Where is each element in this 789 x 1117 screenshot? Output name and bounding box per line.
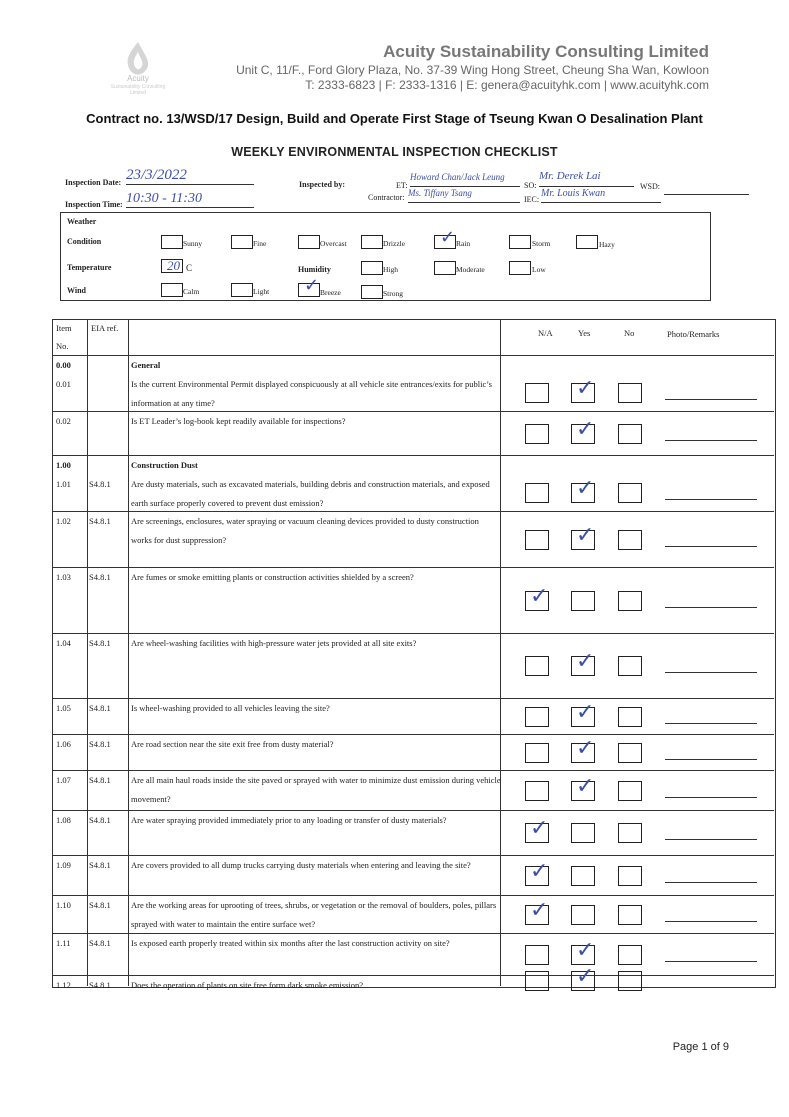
answer-na-checkbox[interactable] xyxy=(525,781,549,801)
answer-yes-checkbox[interactable] xyxy=(571,938,595,965)
question-text: Is exposed earth properly treated within six months after the last construction activity on site? xyxy=(131,938,450,948)
remarks-line[interactable] xyxy=(665,399,757,400)
item-number: 1.09 xyxy=(56,860,71,870)
section-title: Construction Dust xyxy=(131,460,198,470)
so-value: Mr. Derek Lai xyxy=(539,170,634,187)
remarks-line[interactable] xyxy=(665,440,757,441)
answer-yes-checkbox[interactable] xyxy=(571,700,595,727)
eia-reference: S4.8.1 xyxy=(89,638,111,648)
contract-line: Contract no. 13/WSD/17 Design, Build and Operate First Stage of Tseung Kwan O Desalination Plant xyxy=(86,111,703,126)
condition-hazy-label: Hazy xyxy=(599,240,615,249)
eia-reference: S4.8.1 xyxy=(89,739,111,749)
answer-yes-checkbox[interactable] xyxy=(571,823,595,843)
answer-no-checkbox[interactable] xyxy=(618,707,642,727)
section-title: General xyxy=(131,360,161,370)
humidity-moderate-checkbox[interactable] xyxy=(434,261,456,275)
wsd-value-line xyxy=(664,193,749,195)
eia-reference: S4.8.1 xyxy=(89,860,111,870)
item-number: 1.04 xyxy=(56,638,71,648)
company-contacts: T: 2333-6823 | F: 2333-1316 | E: genera@acuityhk.com | www.acuityhk.com xyxy=(305,78,709,92)
answer-na-checkbox[interactable] xyxy=(525,816,549,843)
condition-rain-checkbox[interactable] xyxy=(434,227,456,249)
item-number: 0.01 xyxy=(56,379,71,389)
question-text: Are the working areas for uprooting of trees, shrubs, or vegetation or the removal of boulders, poles, pillars sprayed with water to maintain the entire surface wet? xyxy=(131,900,497,929)
answer-na-checkbox[interactable] xyxy=(525,945,549,965)
time-label: Inspection Time: xyxy=(65,200,123,209)
humidity-label: Humidity xyxy=(298,265,331,274)
so-label: SO: xyxy=(524,181,537,190)
column-divider xyxy=(87,320,88,986)
contractor-value: Ms. Tiffany Tsang xyxy=(408,188,520,203)
item-number: 1.06 xyxy=(56,739,71,749)
remarks-line[interactable] xyxy=(665,672,757,673)
tick-icon: ✓ xyxy=(576,523,595,548)
answer-no-checkbox[interactable] xyxy=(618,945,642,965)
tick-icon: ✓ xyxy=(576,774,595,799)
question-text: Does the operation of plants on site free form dark smoke emission? xyxy=(131,980,364,990)
question-text: Are road section near the site exit free from dusty material? xyxy=(131,739,334,749)
answer-yes-checkbox[interactable] xyxy=(571,774,595,801)
weather-box xyxy=(60,212,711,301)
remarks-line[interactable] xyxy=(665,921,757,922)
question-text: Is wheel-washing provided to all vehicles leaving the site? xyxy=(131,703,330,713)
temperature-label: Temperature xyxy=(67,263,112,272)
tick-icon: ✓ xyxy=(576,417,595,442)
answer-yes-checkbox[interactable] xyxy=(571,866,595,886)
humidity-moderate-label: Moderate xyxy=(456,265,485,274)
wind-breeze-label: Breeze xyxy=(320,288,341,297)
tick-icon: ✓ xyxy=(576,649,595,674)
condition-label: Condition xyxy=(67,237,102,246)
tick-icon: ✓ xyxy=(530,816,549,841)
question-text: Are screenings, enclosures, water spraying or vacuum cleaning devices provided to dusty construction works for dust suppression? xyxy=(131,516,479,545)
answer-no-checkbox[interactable] xyxy=(618,591,642,611)
answer-na-checkbox[interactable] xyxy=(525,971,549,991)
answer-no-checkbox[interactable] xyxy=(618,483,642,503)
tick-icon: ✓ xyxy=(576,736,595,761)
answer-yes-checkbox[interactable] xyxy=(571,591,595,611)
wind-calm-label: Calm xyxy=(183,287,200,296)
eia-reference: S4.8.1 xyxy=(89,479,111,489)
column-divider xyxy=(128,320,129,986)
iec-label: IEC: xyxy=(524,195,540,204)
wind-light-checkbox[interactable] xyxy=(231,283,253,297)
answer-no-checkbox[interactable] xyxy=(618,971,642,991)
answer-no-checkbox[interactable] xyxy=(618,905,642,925)
header-no-answer: No xyxy=(624,328,635,338)
condition-fine-label: Fine xyxy=(253,239,267,248)
answer-yes-checkbox[interactable] xyxy=(571,376,595,403)
eia-reference: S4.8.1 xyxy=(89,516,111,526)
item-number: 1.05 xyxy=(56,703,71,713)
remarks-line[interactable] xyxy=(665,546,757,547)
inspected-by-label: Inspected by: xyxy=(299,180,346,189)
tick-icon: ✓ xyxy=(530,584,549,609)
item-number: 1.02 xyxy=(56,516,71,526)
condition-drizzle-label: Drizzle xyxy=(383,239,406,248)
company-address: Unit C, 11/F., Ford Glory Plaza, No. 37-39 Wing Hong Street, Cheung Sha Wan, Kowloon xyxy=(236,63,709,77)
date-value: 23/3/2022 xyxy=(126,167,254,185)
condition-sunny-checkbox[interactable] xyxy=(161,235,183,249)
item-number: 1.07 xyxy=(56,775,71,785)
tick-icon: ✓ xyxy=(530,898,549,923)
condition-rain-tick-icon: ✓ xyxy=(440,227,456,248)
page-number: Page 1 of 9 xyxy=(672,1041,729,1053)
header-na: N/A xyxy=(538,328,553,338)
answer-no-checkbox[interactable] xyxy=(618,530,642,550)
question-text: Are covers provided to all dump trucks carrying dusty materials when entering and leaving the site? xyxy=(131,860,471,870)
wind-strong-checkbox[interactable] xyxy=(361,285,383,299)
wsd-label: WSD: xyxy=(640,182,660,191)
condition-storm-label: Storm xyxy=(532,239,551,248)
humidity-low-label: Low xyxy=(532,265,546,274)
answer-na-checkbox[interactable] xyxy=(525,383,549,403)
answer-yes-checkbox[interactable] xyxy=(571,905,595,925)
question-text: Are all main haul roads inside the site paved or sprayed with water to minimize dust emission during vehicle movement? xyxy=(131,775,501,804)
answer-na-checkbox[interactable] xyxy=(525,743,549,763)
iec-value: Mr. Louis Kwan xyxy=(541,188,661,203)
remarks-line[interactable] xyxy=(665,961,757,962)
item-number: 0.00 xyxy=(56,360,71,370)
remarks-line[interactable] xyxy=(665,882,757,883)
answer-no-checkbox[interactable] xyxy=(618,383,642,403)
checklist-table xyxy=(52,319,776,988)
tick-icon: ✓ xyxy=(576,700,595,725)
contractor-label: Contractor: xyxy=(368,193,405,202)
item-number: 1.00 xyxy=(56,460,71,470)
temperature-field[interactable] xyxy=(161,259,183,273)
tick-icon: ✓ xyxy=(576,964,595,989)
condition-sunny-label: Sunny xyxy=(183,239,203,248)
answer-no-checkbox[interactable] xyxy=(618,424,642,444)
answer-yes-checkbox[interactable] xyxy=(571,476,595,503)
wind-breeze-checkbox[interactable] xyxy=(298,275,320,297)
company-name: Acuity Sustainability Consulting Limited xyxy=(383,42,709,61)
condition-rain-label: Rain xyxy=(456,239,471,248)
eia-reference: S4.8.1 xyxy=(89,775,111,785)
tick-icon: ✓ xyxy=(530,859,549,884)
temperature-value: 20 xyxy=(167,258,180,273)
item-number: 1.03 xyxy=(56,572,71,582)
item-number: 1.12 xyxy=(56,980,71,990)
answer-yes-checkbox[interactable] xyxy=(571,964,595,991)
company-address-block xyxy=(236,63,709,93)
question-text: Are water spraying provided immediately prior to any loading or transfer of dusty materials? xyxy=(131,815,447,825)
remarks-line[interactable] xyxy=(665,723,757,724)
remarks-line[interactable] xyxy=(665,987,757,988)
remarks-line[interactable] xyxy=(665,839,757,840)
answer-na-checkbox[interactable] xyxy=(525,707,549,727)
wind-label: Wind xyxy=(67,286,86,295)
time-value: 10:30 - 11:30 xyxy=(126,191,254,208)
answer-no-checkbox[interactable] xyxy=(618,743,642,763)
question-text: Are dusty materials, such as excavated materials, building debris and construction materials, and exposed earth surface properly covered to prevent dust emission? xyxy=(131,479,490,508)
header-item: Item xyxy=(56,323,72,333)
condition-hazy-checkbox[interactable] xyxy=(576,235,598,249)
remarks-line[interactable] xyxy=(665,759,757,760)
logo-subtext: Sustainability Consulting Limited xyxy=(110,84,166,96)
et-value: Howard Chan/Jack Leung xyxy=(410,172,520,187)
answer-yes-checkbox[interactable] xyxy=(571,649,595,676)
question-text: Is ET Leader’s log-book kept readily available for inspections? xyxy=(131,416,346,426)
header-eia-ref: EIA ref. xyxy=(91,323,119,333)
humidity-high-checkbox[interactable] xyxy=(361,261,383,275)
answer-na-checkbox[interactable] xyxy=(525,898,549,925)
eia-reference: S4.8.1 xyxy=(89,815,111,825)
answer-yes-checkbox[interactable] xyxy=(571,736,595,763)
remarks-line[interactable] xyxy=(665,499,757,500)
page-title: WEEKLY ENVIRONMENTAL INSPECTION CHECKLIST xyxy=(231,145,558,159)
eia-reference: S4.8.1 xyxy=(89,980,111,990)
humidity-low-checkbox[interactable] xyxy=(509,261,531,275)
answer-no-checkbox[interactable] xyxy=(618,823,642,843)
header-yes: Yes xyxy=(578,328,591,338)
condition-overcast-label: Overcast xyxy=(320,239,347,248)
wind-light-label: Light xyxy=(253,287,270,296)
temperature-unit: C xyxy=(186,263,193,273)
answer-yes-checkbox[interactable] xyxy=(571,417,595,444)
et-label: ET: xyxy=(396,181,408,190)
tick-icon: ✓ xyxy=(576,938,595,963)
item-number: 0.02 xyxy=(56,416,71,426)
condition-overcast-checkbox[interactable] xyxy=(298,235,320,249)
item-number: 1.08 xyxy=(56,815,71,825)
logo-text: Acuity xyxy=(127,74,149,83)
wind-calm-checkbox[interactable] xyxy=(161,283,183,297)
answer-no-checkbox[interactable] xyxy=(618,656,642,676)
answer-na-checkbox[interactable] xyxy=(525,530,549,550)
condition-storm-checkbox[interactable] xyxy=(509,235,531,249)
humidity-high-label: High xyxy=(383,265,398,274)
date-label: Inspection Date: xyxy=(65,178,122,187)
eia-reference: S4.8.1 xyxy=(89,900,111,910)
answer-no-checkbox[interactable] xyxy=(618,781,642,801)
wind-breeze-tick-icon: ✓ xyxy=(304,275,320,296)
answer-yes-checkbox[interactable] xyxy=(571,523,595,550)
answer-no-checkbox[interactable] xyxy=(618,866,642,886)
item-number: 1.10 xyxy=(56,900,71,910)
question-text: Is the current Environmental Permit displayed conspicuously at all vehicle site entrances/exits for public’s information at any time? xyxy=(131,379,492,408)
item-number: 1.01 xyxy=(56,479,71,489)
answer-na-checkbox[interactable] xyxy=(525,483,549,503)
header-no: No. xyxy=(56,341,69,351)
header-photo-remarks: Photo/Remarks xyxy=(667,329,720,339)
eia-reference: S4.8.1 xyxy=(89,703,111,713)
remarks-line[interactable] xyxy=(665,797,757,798)
question-text: Are wheel-washing facilities with high-pressure water jets provided at all site exits? xyxy=(131,638,417,648)
tick-icon: ✓ xyxy=(576,476,595,501)
remarks-line[interactable] xyxy=(665,607,757,608)
eia-reference: S4.8.1 xyxy=(89,572,111,582)
answer-na-checkbox[interactable] xyxy=(525,859,549,886)
wind-strong-label: Strong xyxy=(383,289,404,298)
condition-drizzle-checkbox[interactable] xyxy=(361,235,383,249)
weather-title: Weather xyxy=(67,217,97,226)
answer-na-checkbox[interactable] xyxy=(525,424,549,444)
answer-na-checkbox[interactable] xyxy=(525,584,549,611)
question-text: Are fumes or smoke emitting plants or construction activities shielded by a screen? xyxy=(131,572,414,582)
condition-fine-checkbox[interactable] xyxy=(231,235,253,249)
tick-icon: ✓ xyxy=(576,376,595,401)
answer-na-checkbox[interactable] xyxy=(525,656,549,676)
eia-reference: S4.8.1 xyxy=(89,938,111,948)
item-number: 1.11 xyxy=(56,938,71,948)
